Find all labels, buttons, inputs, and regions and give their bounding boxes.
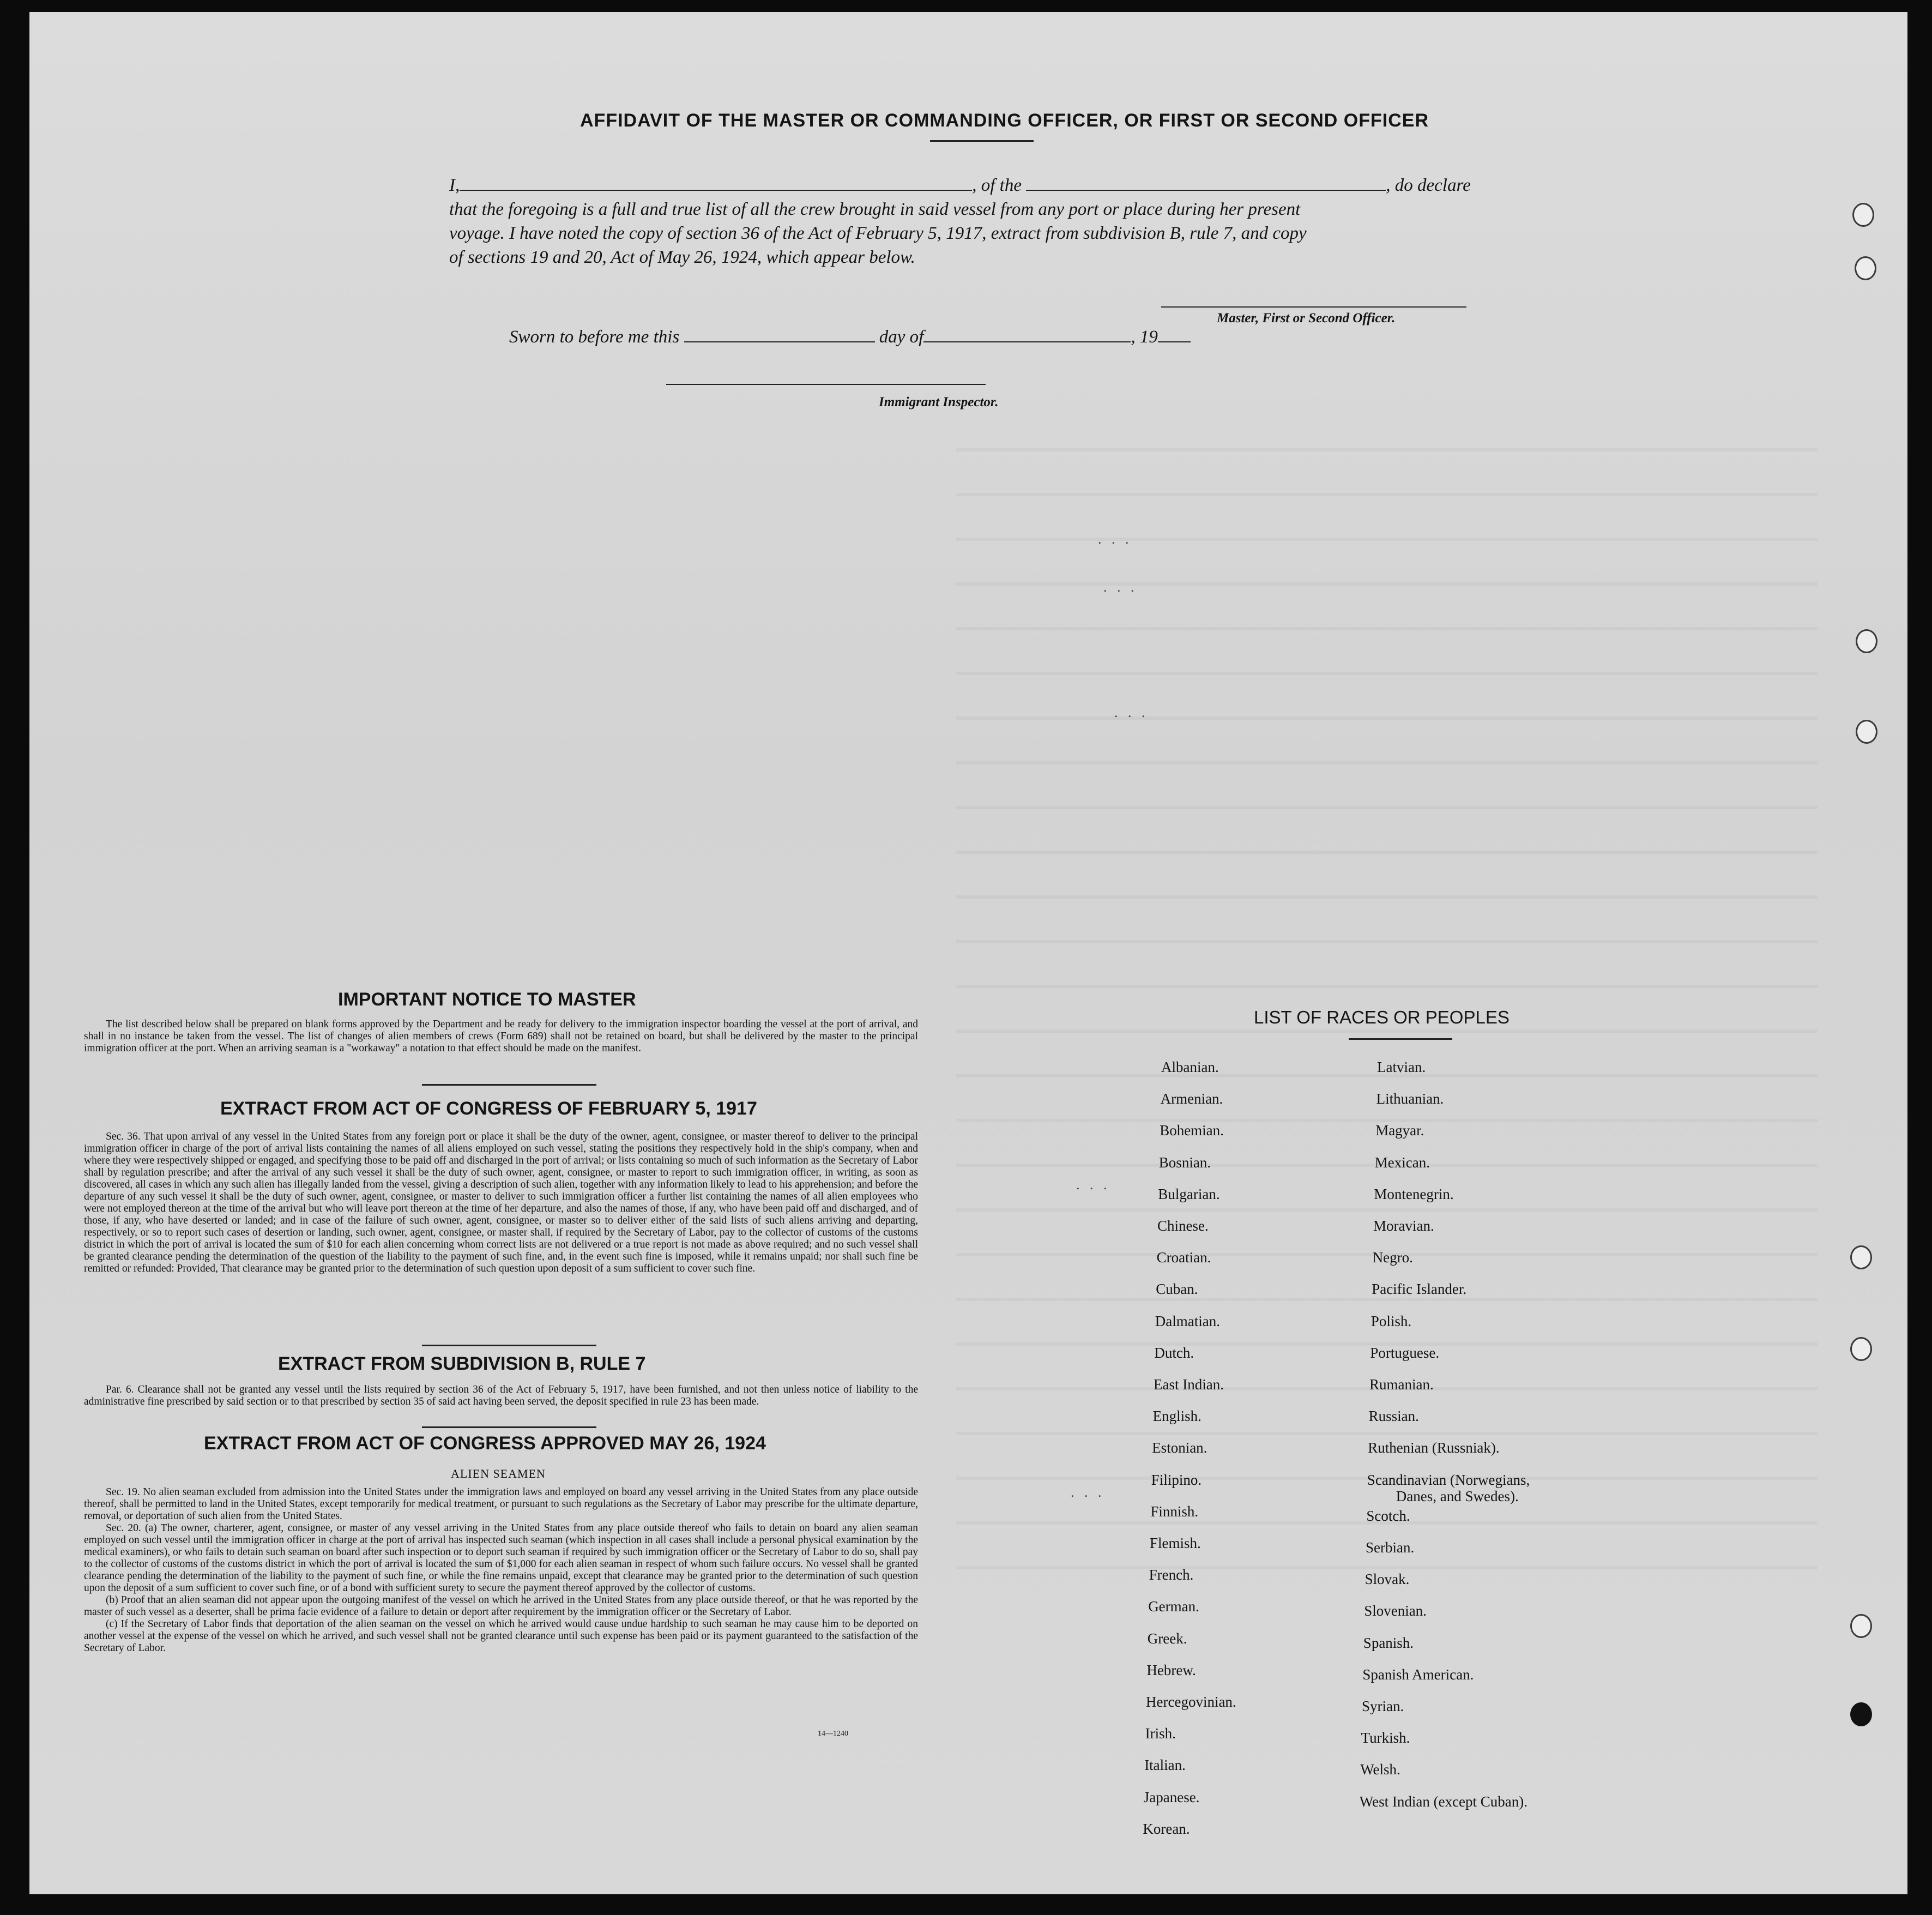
affidavit-of: , of the xyxy=(972,176,1022,195)
race-item: Serbian. xyxy=(1366,1539,1415,1556)
dot-leader: . . . xyxy=(1114,704,1149,720)
race-item: East Indian. xyxy=(1154,1376,1224,1393)
race-item: Estonian. xyxy=(1152,1440,1208,1456)
race-item: Albanian. xyxy=(1161,1059,1219,1075)
punch-hole xyxy=(1850,1337,1872,1361)
extract-1917-text xyxy=(84,1131,918,1275)
race-item: Armenian. xyxy=(1160,1091,1223,1107)
extract-1917-paragraph: Sec. 36. That upon arrival of any vessel in the United States from any foreign port or place it shall be the duty of the owner, agent, consignee, or master thereof to deliver to the principal immigration officer in charge of the port of arrival lists containing the names of all aliens employed on such vessel, stating the positions they respectively hold in the ship's company, when and where they were respectively shipped or engaged, and specifying those to be paid off and discharged in the port of arrival; or lists containing so much of such information as the Secretary of Labor shall by regulation prescribe; and after the arrival of any such vessel it shall be the duty of such owner, agent, consignee, or master to report to such immigration officer, in writing, as soon as discovered, all cases in which any such alien has illegally landed from the vessel, giving a description of such alien, together with any information likely to lead to his apprehension; and before the departure of any such vessel it shall be the duty of such owner, agent, consignee, or master to deliver to such immigration officer a further list containing the names of all alien employees who were not employed thereon at the time of the arrival but who will leave port thereon at the time of her departure, and also the names of those, if any, who have been paid off and discharged, and of those, if any, who have deserted or landed; and in case of the failure of such owner, agent, consignee, or master so to deliver either of the said lists of such aliens arriving and departing, respectively, or so to report such cases of desertion or landing, such owner, agent, consignee, or master shall, if required by the Secretary of Labor, pay to the collector of customs of the customs district in which the port of arrival is located the sum of $10 for each alien concerning whom correct lists are not delivered or a true report is not made as above required; and no such vessel shall be granted clearance pending the determination of the question of the liability to the payment of such fine, and, in the event such fine is imposed, while it remains unpaid; nor shall such fine be remitted or refunded: Provided, That clearance may be granted prior to the determination of such question upon deposit of a sum sufficient to cover such fine. xyxy=(84,1131,918,1274)
extract-1924-title: EXTRACT FROM ACT OF CONGRESS APPROVED MAY 26, 1924 xyxy=(204,1433,766,1454)
sworn-year-blank[interactable] xyxy=(1158,341,1191,342)
notice-rule xyxy=(422,1084,596,1086)
vessel-blank[interactable] xyxy=(1026,190,1386,191)
name-blank[interactable] xyxy=(460,190,972,191)
punch-hole xyxy=(1850,1614,1872,1638)
sworn-text: Sworn to before me this xyxy=(509,327,680,347)
race-item: German. xyxy=(1148,1598,1199,1615)
race-item: Korean. xyxy=(1143,1820,1190,1837)
race-item: Slovenian. xyxy=(1364,1603,1427,1619)
punch-hole xyxy=(1850,1245,1872,1269)
race-item: Finnish. xyxy=(1150,1503,1199,1520)
race-item: Hercegovinian. xyxy=(1146,1694,1236,1710)
race-item: Dutch. xyxy=(1154,1344,1194,1361)
affidavit-i: I, xyxy=(449,176,460,195)
master-signature-label: Master, First or Second Officer. xyxy=(1217,311,1396,326)
extract-1917-rule xyxy=(422,1345,596,1346)
bleed-through-row xyxy=(956,538,1818,541)
race-item: Spanish. xyxy=(1363,1634,1414,1651)
inspector-signature-label: Immigrant Inspector. xyxy=(879,395,999,410)
bleed-through-row xyxy=(956,582,1818,586)
document-page xyxy=(29,12,1907,1894)
race-item: Danes, and Swedes). xyxy=(1396,1488,1519,1504)
dot-leader: . . . xyxy=(1098,531,1132,547)
dot-leader: . . . xyxy=(1076,1177,1110,1193)
race-item: Bulgarian. xyxy=(1158,1185,1220,1202)
punch-hole xyxy=(1850,1702,1872,1726)
race-item: Pacific Islander. xyxy=(1372,1281,1467,1298)
race-item: Slovak. xyxy=(1365,1571,1410,1588)
extract-1924-sec-20c: (c) If the Secretary of Labor finds that deportation of the alien seaman on the vessel on which he arrived would cause undue hardship to such seaman he may cause him to be deported on another vessel at the expense of the vessel on which he arrived, and such vessel shall not be granted clearance until such expense has been paid or its payment guaranteed to the satisfaction of the Secretary of Labor. xyxy=(84,1618,918,1654)
extract-1924-sec-19: Sec. 19. No alien seaman excluded from admission into the United States under the immigration laws and employed on board any vessel arriving in the United States from any place outside thereof, shall be permitted to land in the United States, except temporarily for medical treatment, or pursuant to such regulations as the Secretary of Labor may prescribe for the ultimate departure, removal, or deportation of such alien from the United States. xyxy=(84,1486,918,1522)
bleed-through-row xyxy=(956,1298,1818,1301)
notice-title: IMPORTANT NOTICE TO MASTER xyxy=(338,989,636,1010)
bleed-through-row xyxy=(956,1208,1818,1212)
race-item: English. xyxy=(1152,1408,1202,1425)
race-item: Flemish. xyxy=(1150,1535,1201,1551)
notice-text xyxy=(84,1019,918,1055)
race-item: Cuban. xyxy=(1156,1281,1198,1298)
race-item: Negro. xyxy=(1372,1249,1413,1266)
race-item: Mexican. xyxy=(1374,1154,1430,1171)
race-item: Irish. xyxy=(1145,1725,1176,1742)
affidavit-line-2: that the foregoing is a full and true list of all the crew brought in said vessel from any port or place during her present xyxy=(449,200,1301,219)
affidavit-title: AFFIDAVIT OF THE MASTER OR COMMANDING OFFICER, OR FIRST OR SECOND OFFICER xyxy=(580,110,1429,131)
race-item: Japanese. xyxy=(1143,1788,1200,1805)
bleed-through-row xyxy=(956,851,1818,854)
bleed-through-row xyxy=(956,985,1818,988)
bleed-through-row xyxy=(956,1432,1818,1435)
subdivision-title: EXTRACT FROM SUBDIVISION B, RULE 7 xyxy=(278,1353,646,1374)
race-item: Turkish. xyxy=(1361,1730,1410,1747)
bleed-through-row xyxy=(956,672,1818,675)
bleed-through-row xyxy=(956,448,1818,451)
sworn-year: , 19 xyxy=(1131,327,1158,347)
master-signature-line[interactable] xyxy=(1161,306,1466,308)
races-rule xyxy=(1349,1038,1452,1040)
race-item: Ruthenian (Russniak). xyxy=(1368,1440,1500,1456)
punch-hole xyxy=(1852,203,1874,227)
punch-hole xyxy=(1856,720,1877,744)
affidavit-line-4: of sections 19 and 20, Act of May 26, 1924, which appear below. xyxy=(449,248,915,267)
race-item: Lithuanian. xyxy=(1376,1091,1444,1107)
race-item: French. xyxy=(1149,1567,1194,1583)
title-rule xyxy=(930,140,1034,142)
punch-hole xyxy=(1855,256,1876,280)
inspector-signature-line[interactable] xyxy=(666,384,986,385)
subdivision-text xyxy=(84,1384,918,1408)
race-item: Chinese. xyxy=(1157,1218,1209,1234)
notice-paragraph: The list described below shall be prepared on blank forms approved by the Department and be ready for delivery to the immigration inspector boarding the vessel at the port of arrival, and shall in no instance be taken from the vessel. The list of changes of alien members of crews (Form 689) shall not be retained on board, but shall be delivered by the master to the principal immigration officer at the port. When an arriving seaman is a "workaway" a notation to that effect should be made on the manifest. xyxy=(84,1019,918,1054)
race-item: Spanish American. xyxy=(1362,1666,1474,1683)
bleed-through-row xyxy=(956,806,1818,809)
dot-leader: . . . xyxy=(1071,1484,1105,1500)
bleed-through-row xyxy=(956,627,1818,630)
race-item: Croatian. xyxy=(1156,1249,1211,1266)
extract-1924-subtitle: ALIEN SEAMEN xyxy=(451,1467,546,1480)
extract-1924-sec-20b: (b) Proof that an alien seaman did not appear upon the outgoing manifest of the vessel on which he arrived in the United States from any place outside thereof, or that he was reported by the master of such vessel as a deserter, shall be prima facie evidence of a failure to detain or deport after requirement by the immigration officer or the Secretary of Labor. xyxy=(84,1594,918,1618)
race-item: Rumanian. xyxy=(1369,1376,1434,1393)
subdivision-paragraph: Par. 6. Clearance shall not be granted any vessel until the lists required by section 36 of the Act of February 5, 1917, have been furnished, and not then unless notice of liability to the administrative fine prescribed by said section or to that prescribed by section 35 of said act having been served, the deposit specified in rule 23 has been made. xyxy=(84,1384,918,1407)
race-item: Magyar. xyxy=(1375,1122,1424,1139)
race-item: Latvian. xyxy=(1377,1059,1426,1075)
race-item: Russian. xyxy=(1368,1408,1419,1425)
race-item: Greek. xyxy=(1147,1630,1187,1647)
punch-hole xyxy=(1856,629,1877,653)
race-item: Scandinavian (Norwegians, xyxy=(1367,1471,1530,1488)
race-item: Montenegrin. xyxy=(1374,1185,1454,1202)
bleed-through-row xyxy=(956,716,1818,720)
race-item: Polish. xyxy=(1370,1312,1412,1329)
sworn-day-of: day of xyxy=(879,327,924,347)
extract-1924-sec-20a: Sec. 20. (a) The owner, charterer, agent, consignee, or master of any vessel arriving in the United States from any place outside thereof who fails to detain on board any alien seaman employed on such vessel until the immigration officer in charge at the port of arrival has inspected such seaman (which inspection in all cases shall include a personal physical examination by the medical examiners), or who fails to detain such seaman on board after such inspection or to deport such seaman if required by such immigration officer or the Secretary of Labor to do so, shall pay to the collector of customs of the customs district in which the port of arrival is located the sum of $1,000 for each alien seaman in respect of whom such failure occurs. No vessel shall be granted clearance pending the determination of the liability to the payment of such fine, or while the fine remains unpaid, except that clearance may be granted prior to the determination of such question upon the deposit of a sum sufficient to cover such fine, or of a bond with sufficient surety to secure the payment thereof approved by the collector of customs. xyxy=(84,1522,918,1594)
bleed-through-row xyxy=(956,493,1818,496)
sworn-day-blank[interactable] xyxy=(684,341,875,342)
subdivision-rule xyxy=(422,1426,596,1428)
race-item: Scotch. xyxy=(1366,1507,1410,1524)
sworn-line xyxy=(509,327,1191,347)
extract-1924-text xyxy=(84,1486,918,1654)
bleed-through-row xyxy=(956,1029,1818,1033)
races-title: LIST OF RACES OR PEOPLES xyxy=(1254,1007,1510,1027)
bleed-through-row xyxy=(956,761,1818,764)
bleed-through-row xyxy=(956,895,1818,899)
extract-1917-title: EXTRACT FROM ACT OF CONGRESS OF FEBRUARY 5, 1917 xyxy=(220,1098,757,1119)
race-item: Bohemian. xyxy=(1160,1122,1224,1139)
affidavit-line-3: voyage. I have noted the copy of section 36 of the Act of February 5, 1917, extract from subdivision B, rule 7, and copy xyxy=(449,224,1307,243)
race-item: West Indian (except Cuban). xyxy=(1359,1793,1528,1810)
race-item: Filipino. xyxy=(1151,1471,1202,1488)
race-item: Syrian. xyxy=(1362,1698,1404,1714)
bleed-through-row xyxy=(956,1566,1818,1569)
race-item: Bosnian. xyxy=(1158,1154,1211,1171)
race-item: Italian. xyxy=(1144,1757,1186,1774)
bleed-through-row xyxy=(956,940,1818,943)
sworn-month-blank[interactable] xyxy=(923,341,1131,342)
form-number: 14—1240 xyxy=(818,1730,848,1738)
race-item: Welsh. xyxy=(1360,1761,1400,1778)
affidavit-line-1 xyxy=(449,176,1471,196)
race-item: Moravian. xyxy=(1373,1218,1434,1234)
bleed-through-row xyxy=(956,1119,1818,1122)
affidavit-declare: , do declare xyxy=(1386,176,1471,195)
race-item: Dalmatian. xyxy=(1155,1312,1221,1329)
race-item: Portuguese. xyxy=(1370,1344,1440,1361)
race-item: Hebrew. xyxy=(1146,1661,1196,1678)
dot-leader: . . . xyxy=(1103,579,1138,595)
